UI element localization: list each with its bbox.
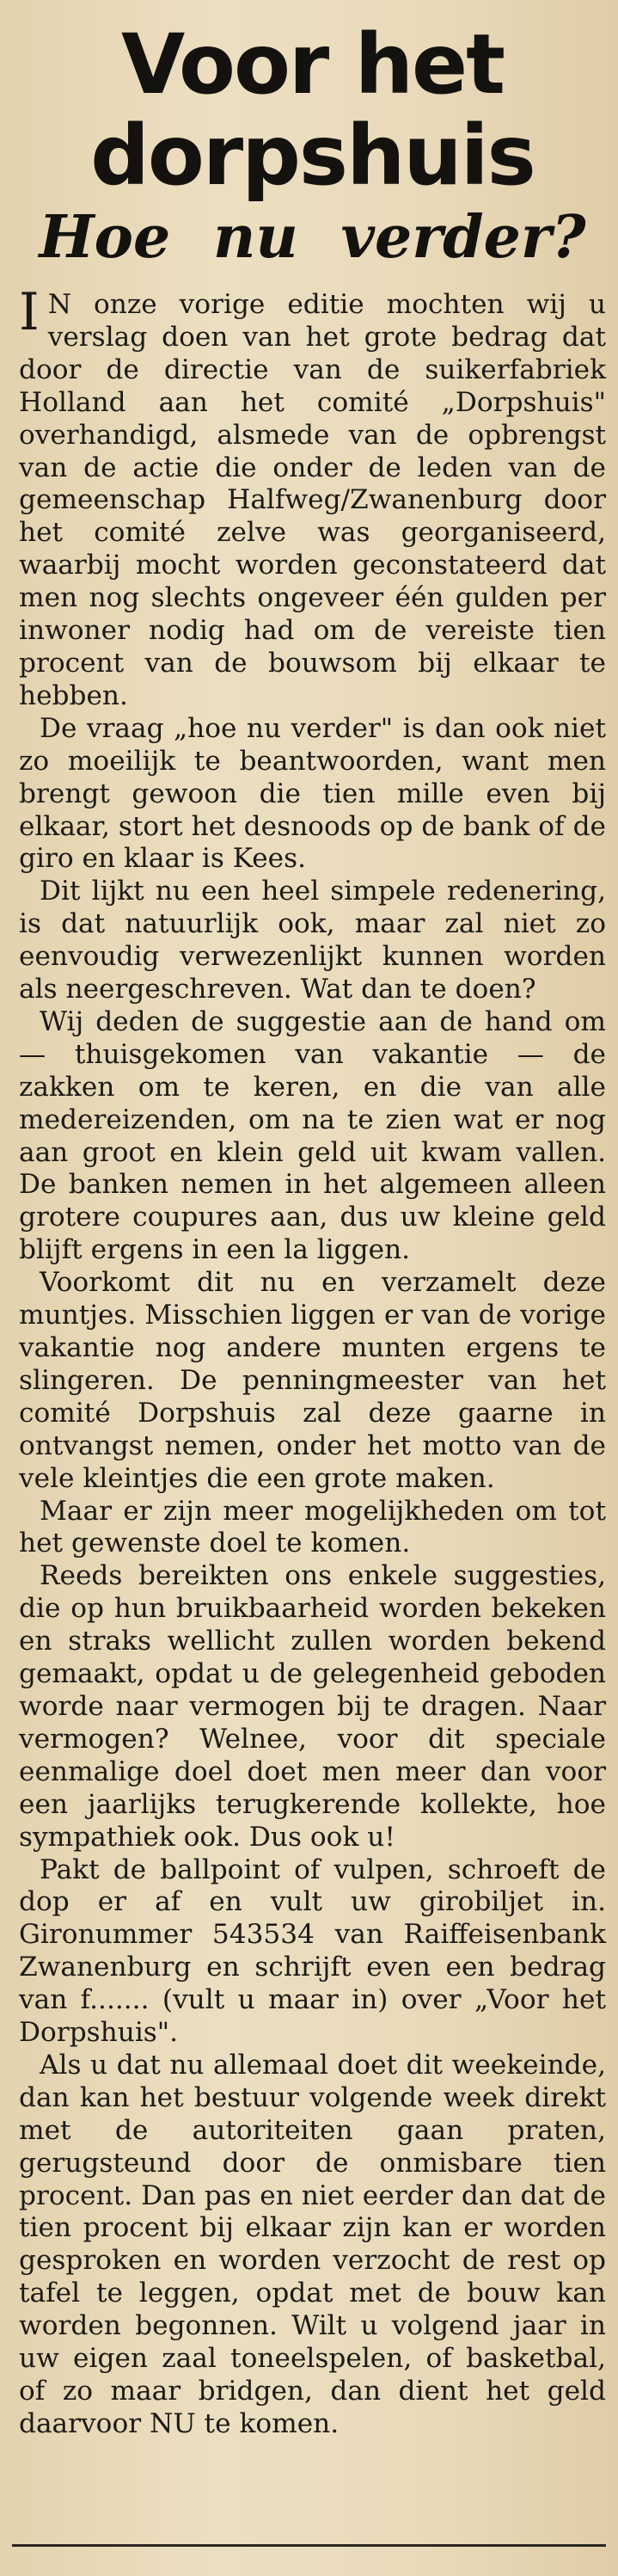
bottom-divider [12,2544,606,2547]
article-paragraph-8: Pakt de ballpoint of vulpen, schroeft de dop er af en vult uw girobiljet in. Gironummer 543534 van Raiffeisenbank Zwanenburg en schrijft even een bedrag van f....... (vult u maar in) over „Voor het Dorpshuis". [19,1854,606,2049]
article-paragraph-5: Voorkomt dit nu en verzamelt deze muntjes. Misschien liggen er van de vorige vakantie nog andere munten ergens te slingeren. De penningmeester van het comité Dorpshuis zal deze gaarne in ontvangst nemen, onder het motto van de vele kleintjes die een grote maken. [19,1267,606,1494]
paragraph-text: N onze vorige editie mochten wij u verslag doen van het grote bedrag dat door de directie van de suikerfabriek Holland aan het comité „Dorpshuis" overhandigd, alsmede van de opbrengst van de actie die onder de leden van de gemeenschap Halfweg/Zwanenburg door het comité zelve was georganiseerd, waarbij mocht worden geconstateerd dat men nog slechts ongeveer één gulden per inwoner nodig had om de vereiste tien procent van de bouwsom bij elkaar te hebben. [19,289,606,711]
article-subheadline: Hoe nu verder? [39,203,586,272]
article-paragraph-7: Reeds bereikten ons enkele suggesties, die op hun bruikbaarheid worden bekeken en straks wellicht zullen worden bekend gemaakt, opdat u de gelegenheid geboden worde naar vermogen bij te dragen. Naar vermogen? Welnee, voor dit speciale eenmalige doel doet men meer dan voor een jaarlijks terugkerende kollekte, hoe sympathiek ook. Dus ook u! [19,1560,606,1853]
article-paragraph-1 [19,282,606,713]
article-paragraph-3: Dit lijkt nu een heel simpele redenering, is dat natuurlijk ook, maar zal niet zo eenvoudig verwezenlijkt kunnen worden als neergeschreven. Wat dan te doen? [19,876,606,1005]
article-body [19,282,606,2441]
drop-cap: I [19,282,40,342]
article-paragraph-9: Als u dat nu allemaal doet dit weekeinde, dan kan het bestuur volgende week direkt met de autoriteiten gaan praten, gerugsteund door de onmisbare tien procent. Dan pas en niet eerder dan dat de tien procent bij elkaar zijn kan er worden gesproken en worden verzocht de rest op tafel te leggen, opdat met de bouw kan worden begonnen. Wilt u volgend jaar in uw eigen zaal toneelspelen, of basketbal, of zo maar bridgen, dan dient het geld daarvoor NU te komen. [19,2049,606,2439]
article-paragraph-6: Maar er zijn meer mogelijkheden om tot het gewenste doel te komen. [19,1495,606,1559]
article-paragraph-2: De vraag „hoe nu verder" is dan ook niet zo moeilijk te beantwoorden, want men brengt gewoon die tien mille even bij elkaar, stort het desnoods op de bank of de giro en klaar is Kees. [19,712,606,875]
article-paragraph-4: Wij deden de suggestie aan de hand om — thuisgekomen van vakantie — de zakken om te keren, en die van alle medereizenden, om na te zien wat er nog aan groot en klein geld uit kwam vallen. De banken nemen in het algemeen alleen grotere coupures aan, dus uw kleine geld blijft ergens in een la liggen. [19,1005,606,1266]
article-headline: Voor het dorpshuis [90,16,535,204]
